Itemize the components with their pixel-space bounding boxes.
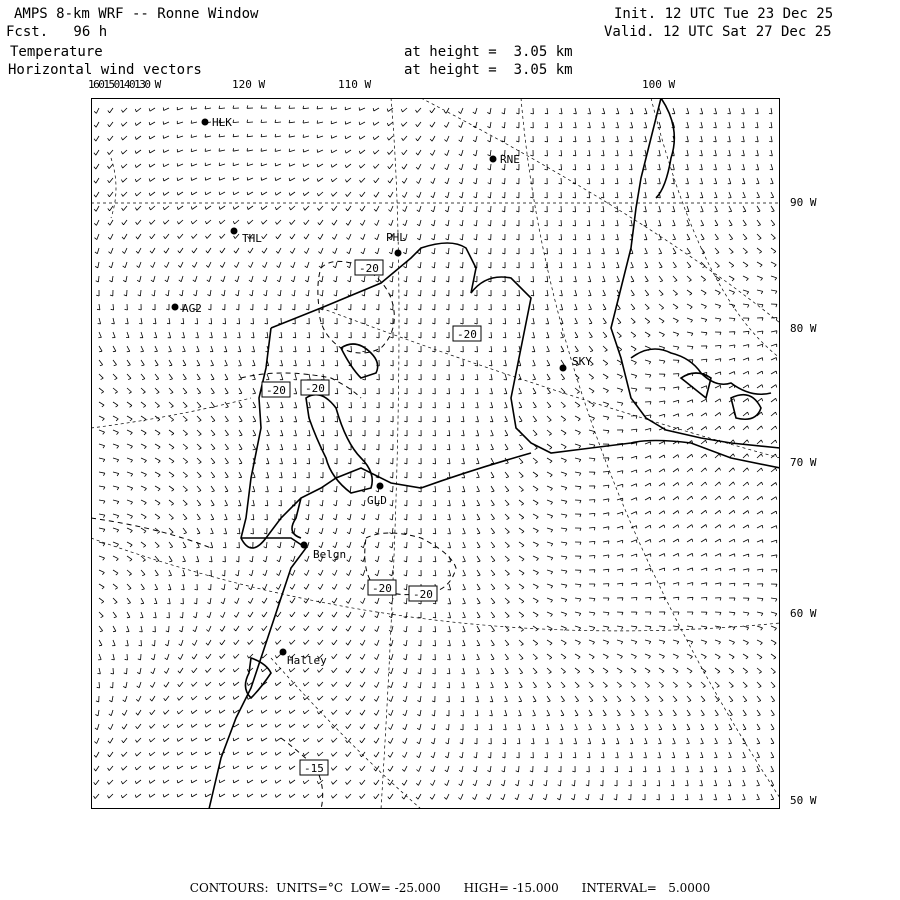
station-label-gld: GLD	[367, 494, 387, 507]
lon-label-160-130: 160150140130 W	[88, 78, 160, 91]
station-label-sky: SKY	[572, 355, 592, 368]
contour-label: -20	[305, 382, 325, 395]
station-label-ag2: AG2	[182, 302, 202, 315]
map-title: AMPS 8-km WRF -- Ronne Window	[14, 6, 259, 22]
contour-legend: CONTOURS: UNITS=°C LOW= -25.000 HIGH= -15.000 INTERVAL= 5.0000	[189, 881, 711, 895]
lat-label-50: 50 W	[790, 794, 817, 807]
station-label-phl: PHL	[386, 231, 406, 244]
station-label-rne: RNE	[500, 153, 520, 166]
height-temperature: at height = 3.05 km	[404, 44, 573, 60]
height-wind-vectors: at height = 3.05 km	[404, 62, 573, 78]
station-label-hlk: HLK	[212, 116, 232, 129]
contour-label: -20	[372, 582, 392, 595]
lat-label-70: 70 W	[790, 456, 817, 469]
lat-label-90: 90 W	[790, 196, 817, 209]
lon-label-110: 110 W	[338, 78, 372, 91]
station-label-halley: Halley	[287, 654, 327, 667]
lat-label-80: 80 W	[790, 322, 817, 335]
field-wind-vectors: Horizontal wind vectors	[8, 62, 202, 78]
lon-label-120: 120 W	[232, 78, 266, 91]
station-label-thl: THL	[242, 232, 262, 245]
contour-label: -15	[304, 762, 324, 775]
contour-label: -20	[413, 588, 433, 601]
lat-label-60: 60 W	[790, 607, 817, 620]
forecast-hour: Fcst. 96 h	[6, 24, 108, 40]
contour-label: -20	[266, 384, 286, 397]
init-time: Init. 12 UTC Tue 23 Dec 25	[614, 6, 834, 22]
map-frame	[91, 98, 780, 809]
valid-time: Valid. 12 UTC Sat 27 Dec 25	[604, 24, 832, 40]
lon-label-100: 100 W	[642, 78, 676, 91]
contour-label: -20	[359, 262, 379, 275]
field-temperature: Temperature	[10, 44, 103, 60]
contour-label: -20	[457, 328, 477, 341]
station-label-belgn: Belgn	[313, 548, 347, 561]
